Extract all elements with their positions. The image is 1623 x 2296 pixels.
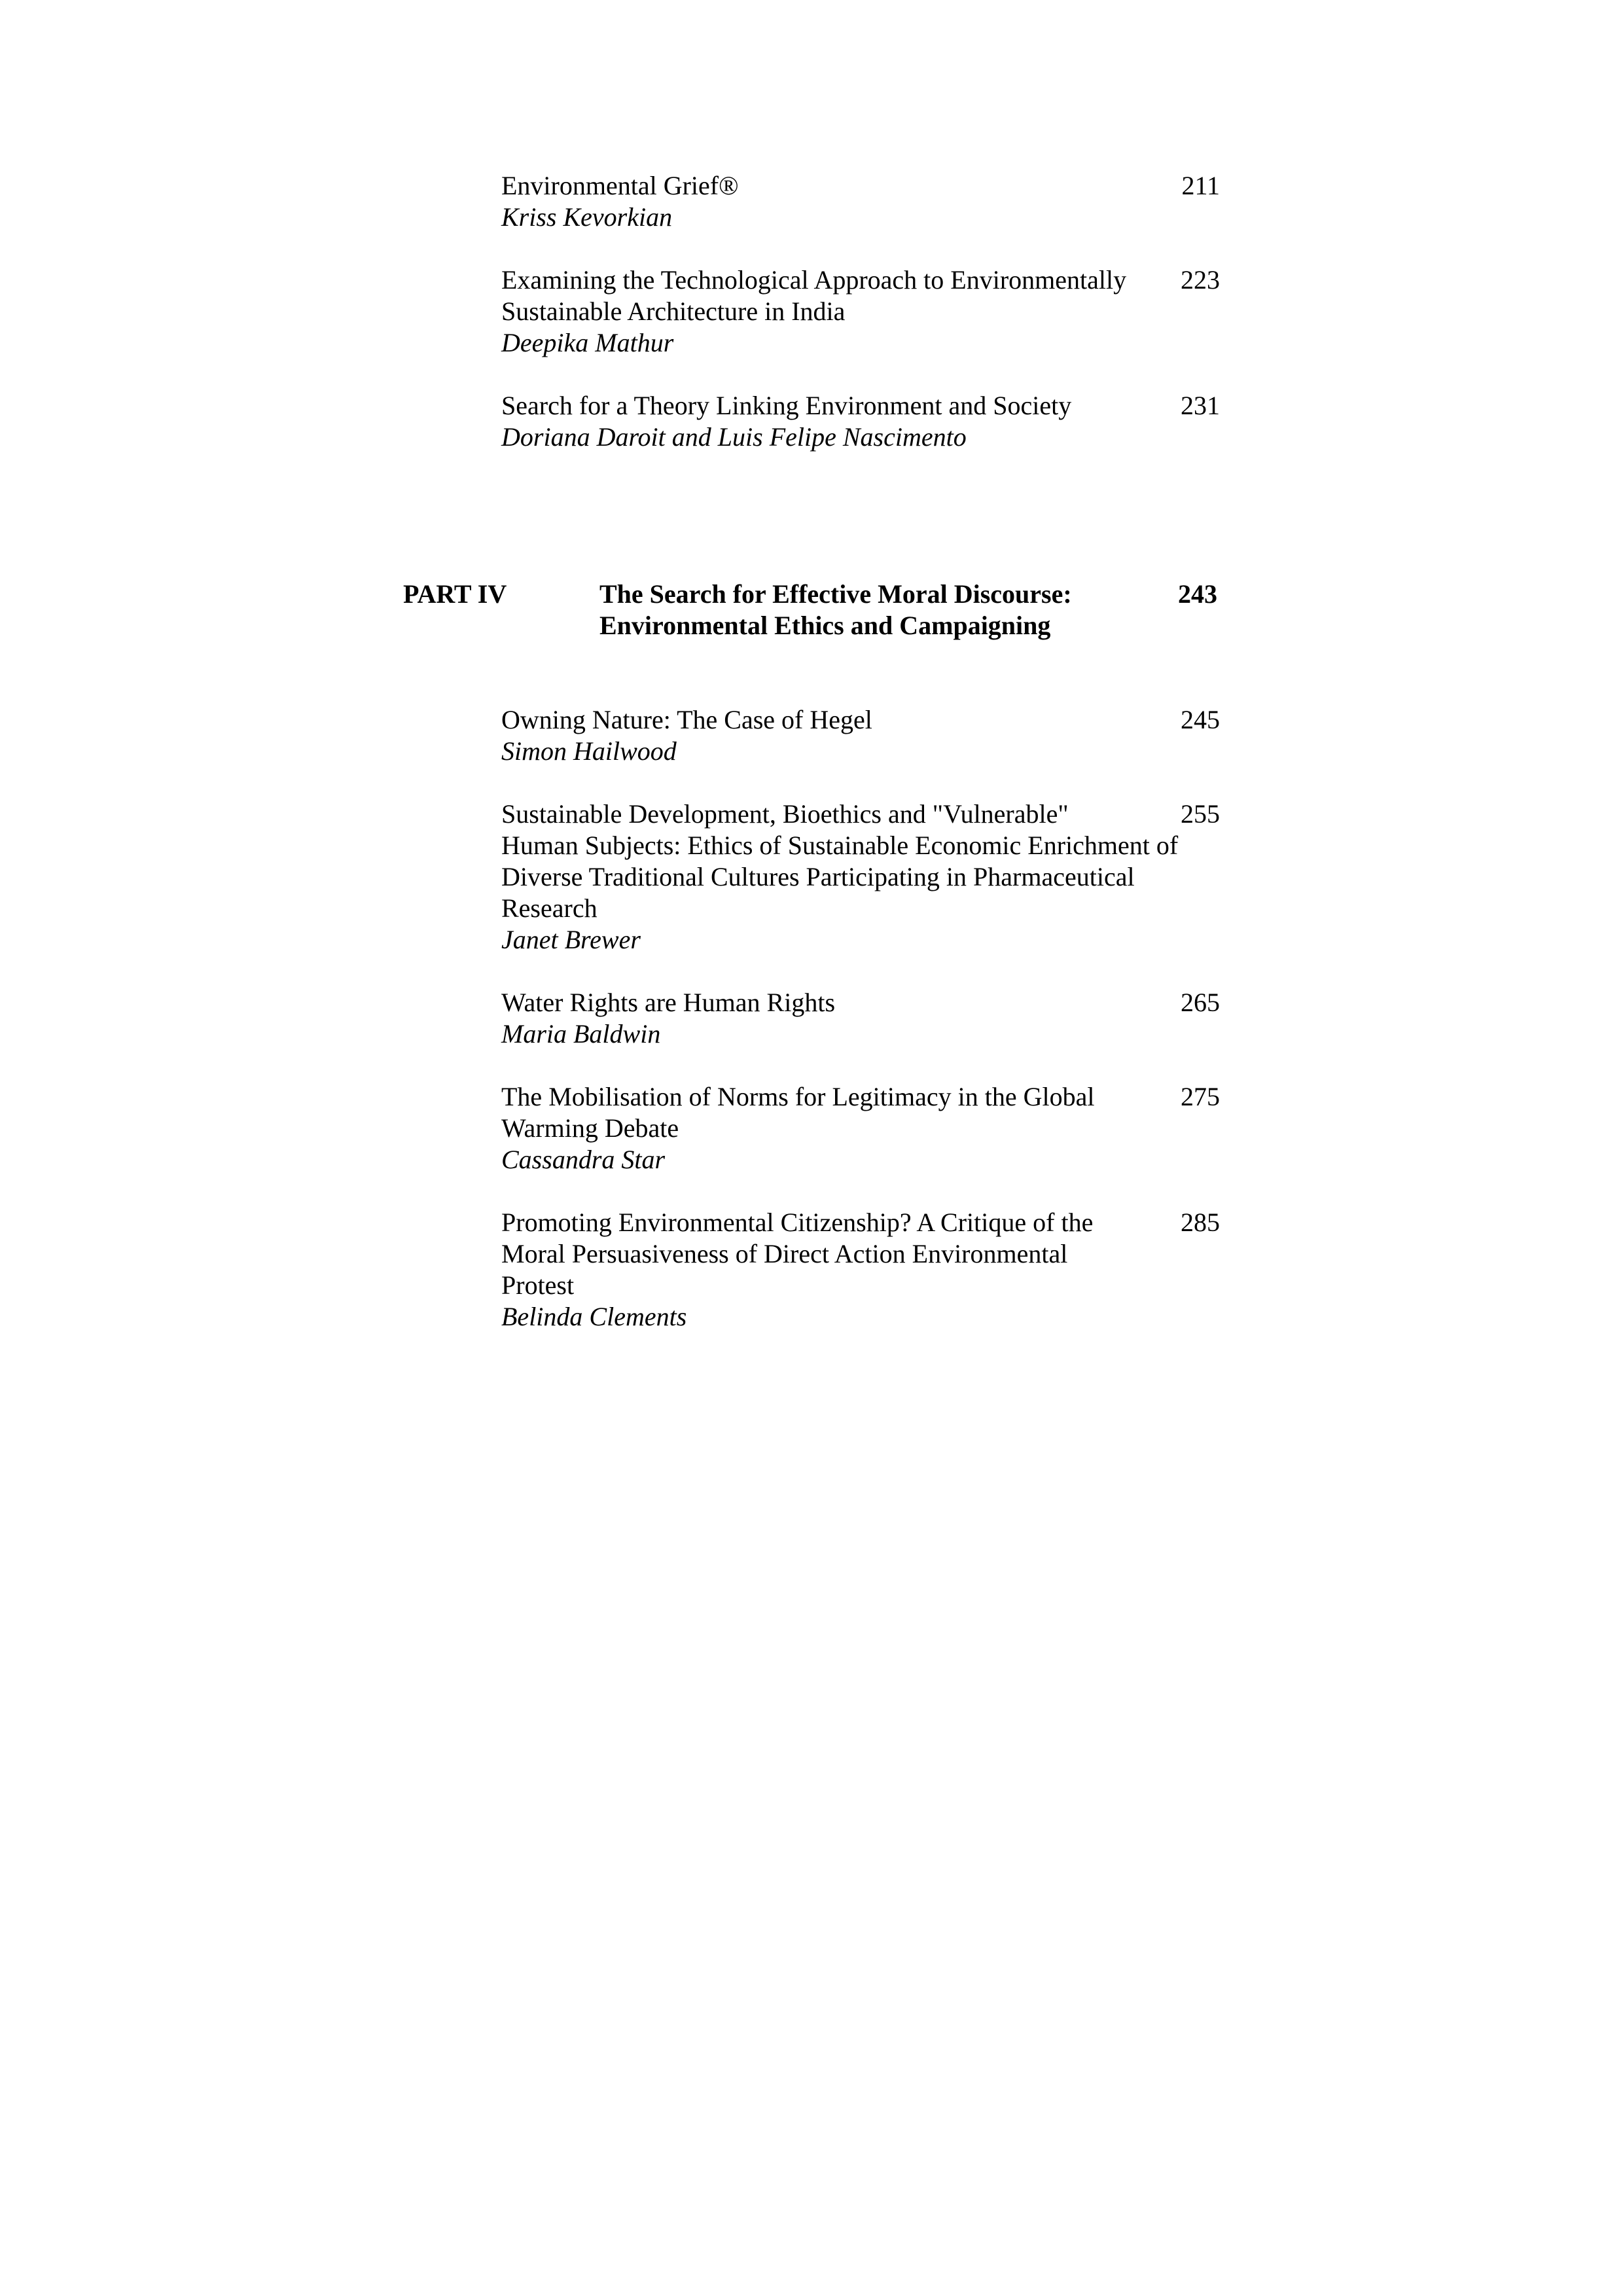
entry-page-number: 231 <box>1181 391 1220 420</box>
entry-page-number: 265 <box>1181 988 1220 1017</box>
entry-title: Water Rights are Human Rights <box>501 988 836 1017</box>
part-label: PART IV <box>403 579 507 609</box>
entry-author: Cassandra Star <box>501 1145 666 1174</box>
entry-page-number: 255 <box>1181 799 1220 829</box>
entry-author: Janet Brewer <box>501 925 641 954</box>
entry-author: Simon Hailwood <box>501 736 677 766</box>
entry-page-number: 285 <box>1181 1208 1220 1237</box>
entry-title: The Mobilisation of Norms for Legitimacy in the Global <box>501 1082 1095 1111</box>
entry-page-number: 211 <box>1181 171 1220 200</box>
entry-page-number: 275 <box>1181 1082 1220 1111</box>
entry-author: Maria Baldwin <box>501 1019 661 1049</box>
entry-title: Human Subjects: Ethics of Sustainable Economic Enrichment of <box>501 831 1179 860</box>
entry-title: Diverse Traditional Cultures Participating in Pharmaceutical <box>501 862 1135 891</box>
part-page-number: 243 <box>1178 579 1217 609</box>
entry-title: Owning Nature: The Case of Hegel <box>501 705 872 734</box>
entry-title: Warming Debate <box>501 1113 679 1143</box>
entry-title: Examining the Technological Approach to Environmentally <box>501 265 1127 295</box>
entry-title: Search for a Theory Linking Environment and Society <box>501 391 1072 420</box>
entry-author: Deepika Mathur <box>501 328 674 357</box>
entry-title: Research <box>501 893 597 923</box>
part-title: The Search for Effective Moral Discourse: <box>599 579 1072 609</box>
entry-author: Kriss Kevorkian <box>501 202 673 232</box>
entry-title: Moral Persuasiveness of Direct Action Environmental <box>501 1239 1068 1268</box>
entry-title: Promoting Environmental Citizenship? A Critique of the <box>501 1208 1094 1237</box>
entry-page-number: 245 <box>1181 705 1220 734</box>
entry-title: Protest <box>501 1270 575 1300</box>
entry-title: Environmental Grief® <box>501 171 739 200</box>
entry-title: Sustainable Development, Bioethics and "Vulnerable" <box>501 799 1069 829</box>
part-title: Environmental Ethics and Campaigning <box>599 611 1051 640</box>
entry-page-number: 223 <box>1181 265 1220 295</box>
entry-author: Belinda Clements <box>501 1302 687 1331</box>
entry-author: Doriana Daroit and Luis Felipe Nascimento <box>501 422 967 452</box>
entry-title: Sustainable Architecture in India <box>501 296 846 326</box>
